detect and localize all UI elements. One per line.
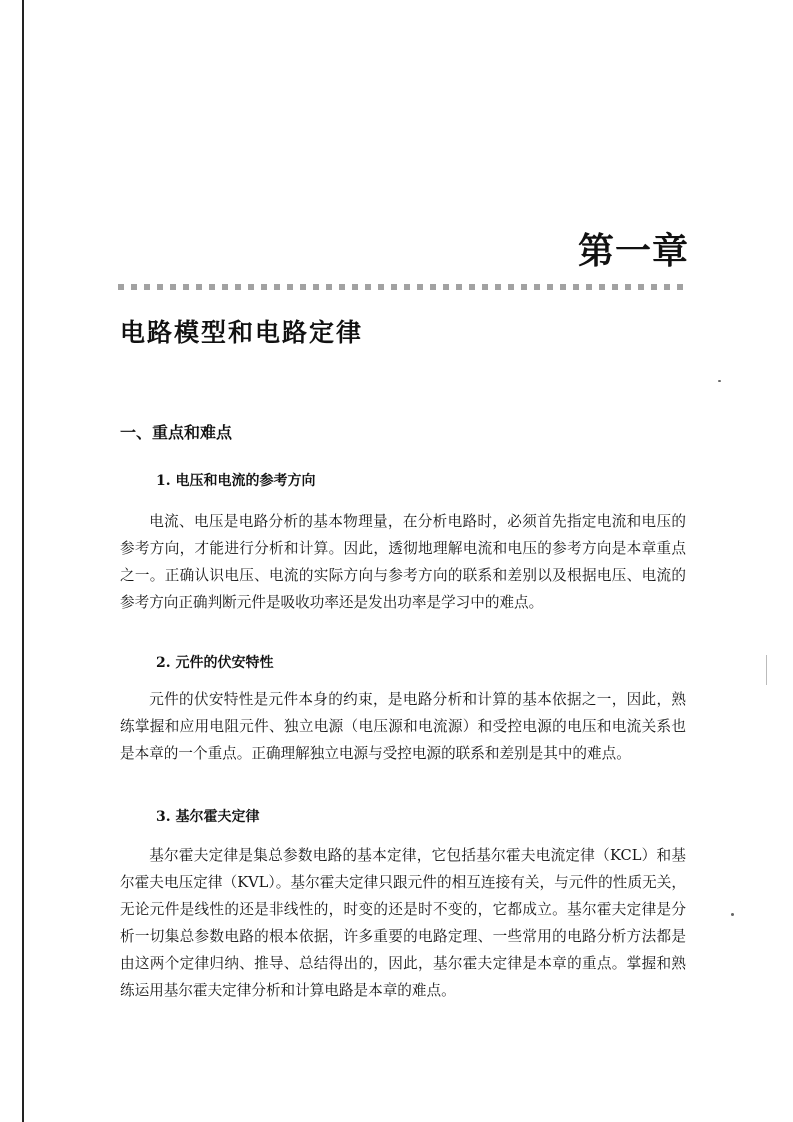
chapter-divider-rule: [118, 284, 688, 290]
subsection-heading-1: 1. 电压和电流的参考方向: [156, 473, 316, 489]
chapter-title: 电路模型和电路定律: [120, 318, 364, 347]
subsection-heading-2: 2. 元件的伏安特性: [156, 655, 274, 671]
page-binding-edge: [22, 0, 24, 1122]
chapter-label: 第一章: [578, 231, 690, 272]
subsection-paragraph-1: 电流、电压是电路分析的基本物理量，在分析电路时，必须首先指定电流和电压的参考方向，才能进行分析和计算。因此，透彻地理解电流和电压的参考方向是本章重点之一。正确认识电压、电流的实际方向与参考方向的联系和差别以及根据电压、电流的参考方向正确判断元件是吸收功率还是发出功率是学习中的难点。: [120, 513, 686, 611]
section-heading: 一、重点和难点: [120, 423, 233, 442]
scan-speck: [731, 913, 734, 916]
subsection-heading-3: 3. 基尔霍夫定律: [156, 809, 260, 825]
scan-speck: [766, 655, 767, 685]
scan-speck: [718, 380, 721, 382]
subsection-paragraph-2: 元件的伏安特性是元件本身的约束，是电路分析和计算的基本依据之一，因此，熟练掌握和应用电阻元件、独立电源（电压源和电流源）和受控电源的电压和电流关系也是本章的一个重点。正确理解独立电源与受控电源的联系和差别是其中的难点。: [120, 691, 686, 762]
subsection-paragraph-3: 基尔霍夫定律是集总参数电路的基本定律，它包括基尔霍夫电流定律（KCL）和基尔霍夫电压定律（KVL）。基尔霍夫定律只跟元件的相互连接有关，与元件的性质无关，无论元件是线性的还是非线性的，时变的还是时不变的，它都成立。基尔霍夫定律是分析一切集总参数电路的根本依据，许多重要的电路定理、一些常用的电路分析方法都是由这两个定律归纳、推导、总结得出的，因此，基尔霍夫定律是本章的重点。掌握和熟练运用基尔霍夫定律分析和计算电路是本章的难点。: [120, 847, 686, 999]
